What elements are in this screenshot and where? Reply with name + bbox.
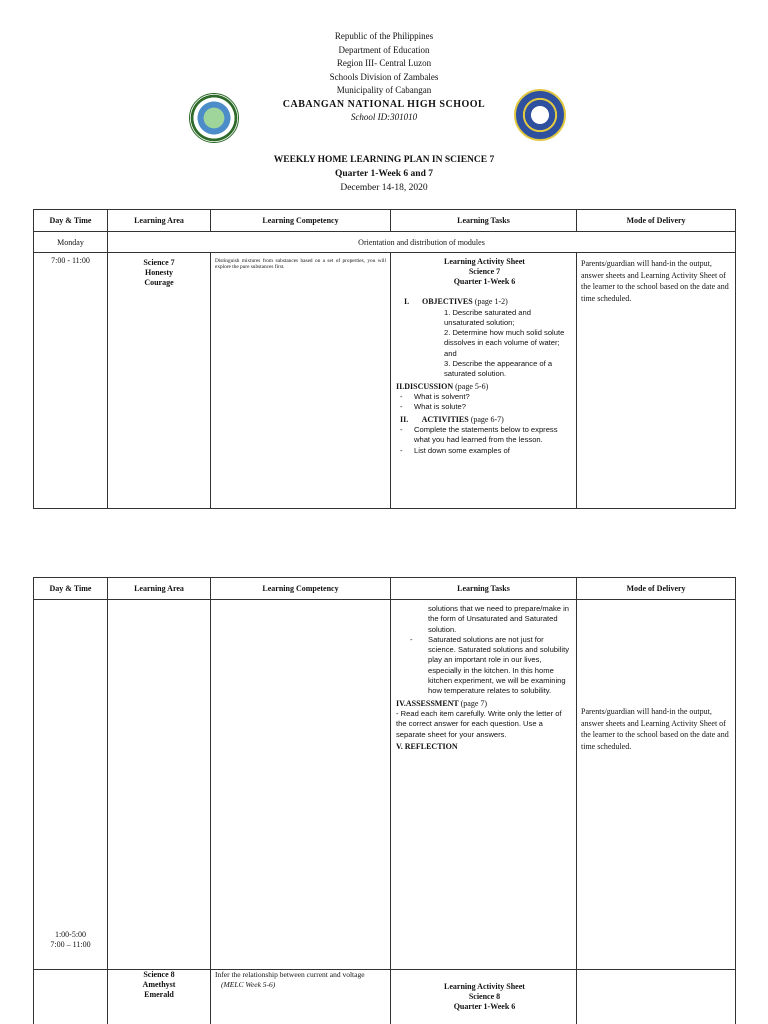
competency-cell bbox=[211, 253, 391, 509]
column-header-learning-competency: Learning Competency bbox=[211, 210, 391, 232]
assessment-instructions: - Read each item carefully. Write only the letter of the correct answer for each question. Use a separate sheet for your answers. bbox=[396, 709, 562, 739]
column-header-mode-of-delivery: Mode of Delivery bbox=[577, 210, 736, 232]
list-item: - Complete the statements below to express what you had learned from the lesson. bbox=[400, 425, 558, 445]
day-cell: Monday bbox=[34, 232, 108, 253]
plan-title bbox=[0, 153, 768, 195]
column-header-learning-area: Learning Area bbox=[108, 210, 211, 232]
header-line: Department of Education bbox=[338, 44, 430, 55]
document-header bbox=[0, 30, 768, 125]
assessment-heading: IV.ASSESSMENT (page 7) bbox=[396, 698, 488, 708]
list-item: - What is solute? bbox=[400, 402, 466, 412]
column-header-learning-tasks: Learning Tasks bbox=[391, 210, 577, 232]
title-date: December 14-18, 2020 bbox=[340, 183, 428, 193]
list-item: - What is solvent? bbox=[400, 392, 470, 402]
discussion-heading: II.DISCUSSION (page 5-6) bbox=[396, 381, 489, 391]
table-row bbox=[34, 232, 736, 253]
school-name: CABANGAN NATIONAL HIGH SCHOOL bbox=[282, 98, 486, 110]
time-cell bbox=[34, 930, 108, 1024]
table-row bbox=[34, 253, 736, 509]
competency-reference: (MELC Week 5-6) bbox=[221, 980, 276, 989]
column-header-learning-tasks: Learning Tasks bbox=[391, 578, 577, 600]
table-header-row bbox=[34, 578, 736, 600]
mode-of-delivery-cell bbox=[577, 970, 736, 1024]
learning-area-cell bbox=[108, 600, 211, 970]
table-row bbox=[34, 970, 736, 1024]
title-quarter: Quarter 1-Week 6 and 7 bbox=[335, 169, 433, 179]
learning-area-cell bbox=[108, 970, 211, 1024]
competency-cell bbox=[211, 970, 391, 1024]
column-header-learning-area: Learning Area bbox=[108, 578, 211, 600]
task-sheet-subject: Science 7 bbox=[468, 267, 501, 276]
header-line: Municipality of Cabangan bbox=[336, 85, 432, 95]
section-label: Courage bbox=[144, 278, 174, 287]
competency-text: Distinguish mixtures from substances based on a set of properties, you will explore the pure substances first. bbox=[215, 258, 386, 271]
task-sheet-subject: Science 8 bbox=[468, 992, 501, 1001]
task-sheet-title: Learning Activity Sheet bbox=[444, 257, 525, 266]
task-sheet-quarter: Quarter 1-Week 6 bbox=[453, 277, 516, 286]
table-header-row bbox=[34, 210, 736, 232]
section-label: Amethyst bbox=[142, 980, 176, 989]
learning-tasks-cell bbox=[391, 253, 577, 509]
weekly-plan-table-1 bbox=[33, 209, 736, 509]
objective-item: 3. Describe the appearance of a saturated solution. bbox=[444, 358, 553, 379]
header-line: Region III- Central Luzon bbox=[336, 58, 432, 68]
objective-item: 2. Determine how much solid solute dissolves in each volume of water; and bbox=[444, 328, 565, 358]
deped-seal-icon bbox=[189, 93, 239, 143]
time-slot: 7:00 – 11:00 bbox=[50, 940, 91, 949]
header-line: Republic of the Philippines bbox=[334, 31, 434, 41]
time-cell bbox=[34, 600, 108, 970]
orientation-note: Orientation and distribution of modules bbox=[108, 232, 736, 253]
section-label: Honesty bbox=[145, 268, 173, 277]
column-header-day-time: Day & Time bbox=[34, 578, 108, 600]
task-sheet-quarter: Quarter 1-Week 6 bbox=[453, 1002, 516, 1011]
subject-label: Science 8 bbox=[143, 970, 175, 979]
learning-area-cell bbox=[108, 253, 211, 509]
school-id: School ID:301010 bbox=[350, 112, 418, 122]
subject-label: Science 7 bbox=[143, 258, 175, 267]
table-row bbox=[34, 600, 736, 970]
time-slot: 1:00-5:00 bbox=[54, 930, 87, 939]
objective-item: 1. Describe saturated and unsaturated solution; bbox=[444, 307, 531, 327]
activities-heading: II. ACTIVITIES (page 6-7) bbox=[400, 414, 504, 424]
list-item-continued: solutions that we need to prepare/make in the form of Unsaturated and Saturated solution. bbox=[428, 604, 569, 634]
school-seal-icon bbox=[514, 89, 566, 141]
title-main: WEEKLY HOME LEARNING PLAN IN SCIENCE 7 bbox=[273, 155, 495, 165]
mode-of-delivery-cell: Parents/guardian will hand-in the output, answer sheets and Learning Activity Sheet of the learner to the school based on the date and time scheduled. bbox=[577, 253, 736, 509]
column-header-mode-of-delivery: Mode of Delivery bbox=[577, 578, 736, 600]
header-line: Schools Division of Zambales bbox=[329, 71, 439, 82]
weekly-plan-table-2 bbox=[33, 577, 736, 1024]
list-item: - Saturated solutions are not just for science. Saturated solutions and solubility play an important role in our lives, especially in the kitchen. In this home kitchen experiment, we will be examining how temperature relates to solubility. bbox=[410, 634, 569, 696]
competency-text: Infer the relationship between current and voltage bbox=[215, 970, 365, 979]
reflection-heading: V. REFLECTION bbox=[396, 742, 458, 752]
task-sheet-title: Learning Activity Sheet bbox=[444, 982, 525, 991]
objectives-heading: I. OBJECTIVES (page 1-2) bbox=[404, 297, 508, 306]
time-cell: 7:00 - 11:00 bbox=[34, 253, 108, 509]
section-label: Emerald bbox=[144, 990, 174, 999]
learning-tasks-cell bbox=[391, 970, 577, 1024]
mode-of-delivery-cell: Parents/guardian will hand-in the output, answer sheets and Learning Activity Sheet of the learner to the school based on the date and time scheduled. bbox=[577, 600, 736, 970]
competency-cell bbox=[211, 600, 391, 970]
column-header-learning-competency: Learning Competency bbox=[211, 578, 391, 600]
column-header-day-time: Day & Time bbox=[34, 210, 108, 232]
learning-tasks-cell bbox=[391, 600, 577, 970]
list-item: - List down some examples of bbox=[400, 445, 510, 455]
